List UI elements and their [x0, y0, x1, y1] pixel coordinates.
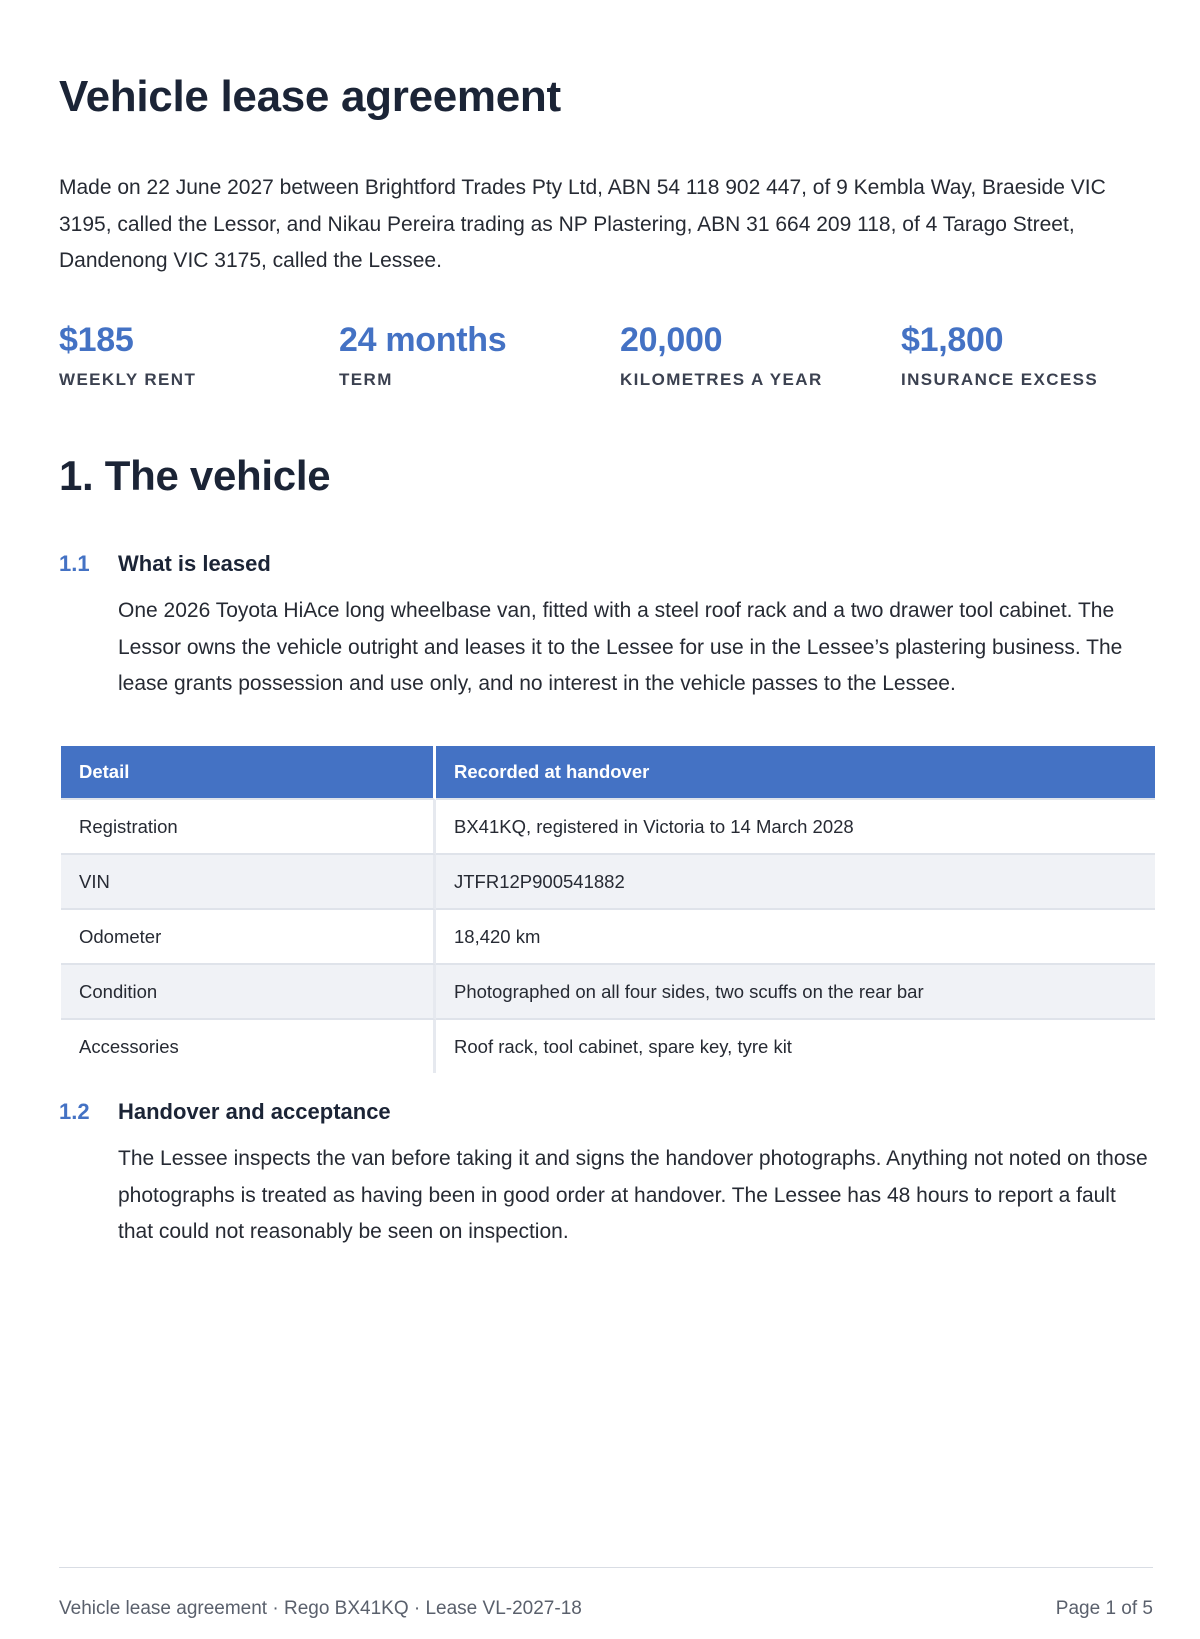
- clause-number: 1.1: [59, 551, 90, 576]
- table-cell-detail: VIN: [61, 855, 436, 910]
- clause-heading: What is leased: [118, 551, 271, 576]
- clause-body: One 2026 Toyota HiAce long wheelbase van, fitted with a steel roof rack and a two drawer tool cabinet. The Lessor owns the vehicle outright and leases it to the Lessee for use in the Lessee’s plastering business. The lease grants possession and use only, and no interest in the vehicle passes to the Lessee.: [118, 599, 1123, 695]
- table-cell-value: Photographed on all four sides, two scuffs on the rear bar: [436, 965, 1155, 1020]
- table-cell-value: 18,420 km: [436, 910, 1155, 965]
- clause-1-2: [59, 1099, 1153, 1251]
- stat-label: WEEKLY RENT: [59, 370, 197, 389]
- stat-value: 20,000: [620, 321, 723, 359]
- page-title: Vehicle lease agreement: [59, 72, 561, 121]
- table-cell-value: BX41KQ, registered in Victoria to 14 March 2028: [436, 800, 1155, 855]
- footer-page-number: Page 1 of 5: [1055, 1598, 1153, 1619]
- table-cell-detail: Odometer: [61, 910, 436, 965]
- document-page: [59, 0, 1153, 1639]
- page-footer: [59, 1567, 1153, 1619]
- stat-term: [339, 320, 506, 390]
- stat-value: $185: [59, 321, 134, 359]
- table-cell-detail: Condition: [61, 965, 436, 1020]
- stat-label: KILOMETRES A YEAR: [620, 370, 823, 389]
- table-cell-detail: Registration: [61, 800, 436, 855]
- stat-value: 24 months: [339, 321, 507, 359]
- table-header-recorded: Recorded at handover: [436, 746, 1155, 800]
- footer-document-reference: Vehicle lease agreement · Rego BX41KQ · Lease VL-2027-18: [59, 1598, 582, 1619]
- clause-1-1: [59, 551, 1153, 703]
- stat-insurance-excess: [901, 320, 1098, 390]
- table-cell-value: JTFR12P900541882: [436, 855, 1155, 910]
- clause-heading: Handover and acceptance: [118, 1099, 391, 1124]
- table-header-detail: Detail: [61, 746, 436, 800]
- stat-label: TERM: [339, 370, 393, 389]
- table-cell-value: Roof rack, tool cabinet, spare key, tyre kit: [454, 1035, 792, 1057]
- clause-body: The Lessee inspects the van before taking it and signs the handover photographs. Anything not noted on those photographs is treated as having been in good order at handover. The Lessee has 48 hours to report a fault that could not reasonably be seen on inspection.: [118, 1147, 1148, 1243]
- table-row: [61, 910, 1155, 965]
- clause-header: [59, 1099, 1153, 1133]
- table-cell-detail: Accessories: [61, 1020, 436, 1073]
- key-terms-summary: [59, 320, 1153, 400]
- stat-label: INSURANCE EXCESS: [901, 370, 1099, 389]
- table-row: [61, 1020, 1155, 1073]
- section-title: 1. The vehicle: [59, 452, 331, 499]
- stat-weekly-rent: [59, 320, 196, 390]
- table-row: [61, 800, 1155, 855]
- table-row: [61, 855, 1155, 910]
- clause-number: 1.2: [59, 1099, 90, 1124]
- stat-kilometres: [620, 320, 823, 390]
- handover-table: [61, 746, 1155, 1073]
- clause-header: [59, 551, 1153, 585]
- table-row: [61, 965, 1155, 1020]
- intro-paragraph: Made on 22 June 2027 between Brightford Trades Pty Ltd, ABN 54 118 902 447, of 9 Kembla Way, Braeside VIC 3195, called the Lessor, and Nikau Pereira trading as NP Plastering, ABN 31 664 209 118, of 4 Tarago Street, Dandenong VIC 3175, called the Lessee.: [59, 176, 1106, 272]
- stat-value: $1,800: [901, 321, 1004, 359]
- table-header-row: [61, 746, 1155, 800]
